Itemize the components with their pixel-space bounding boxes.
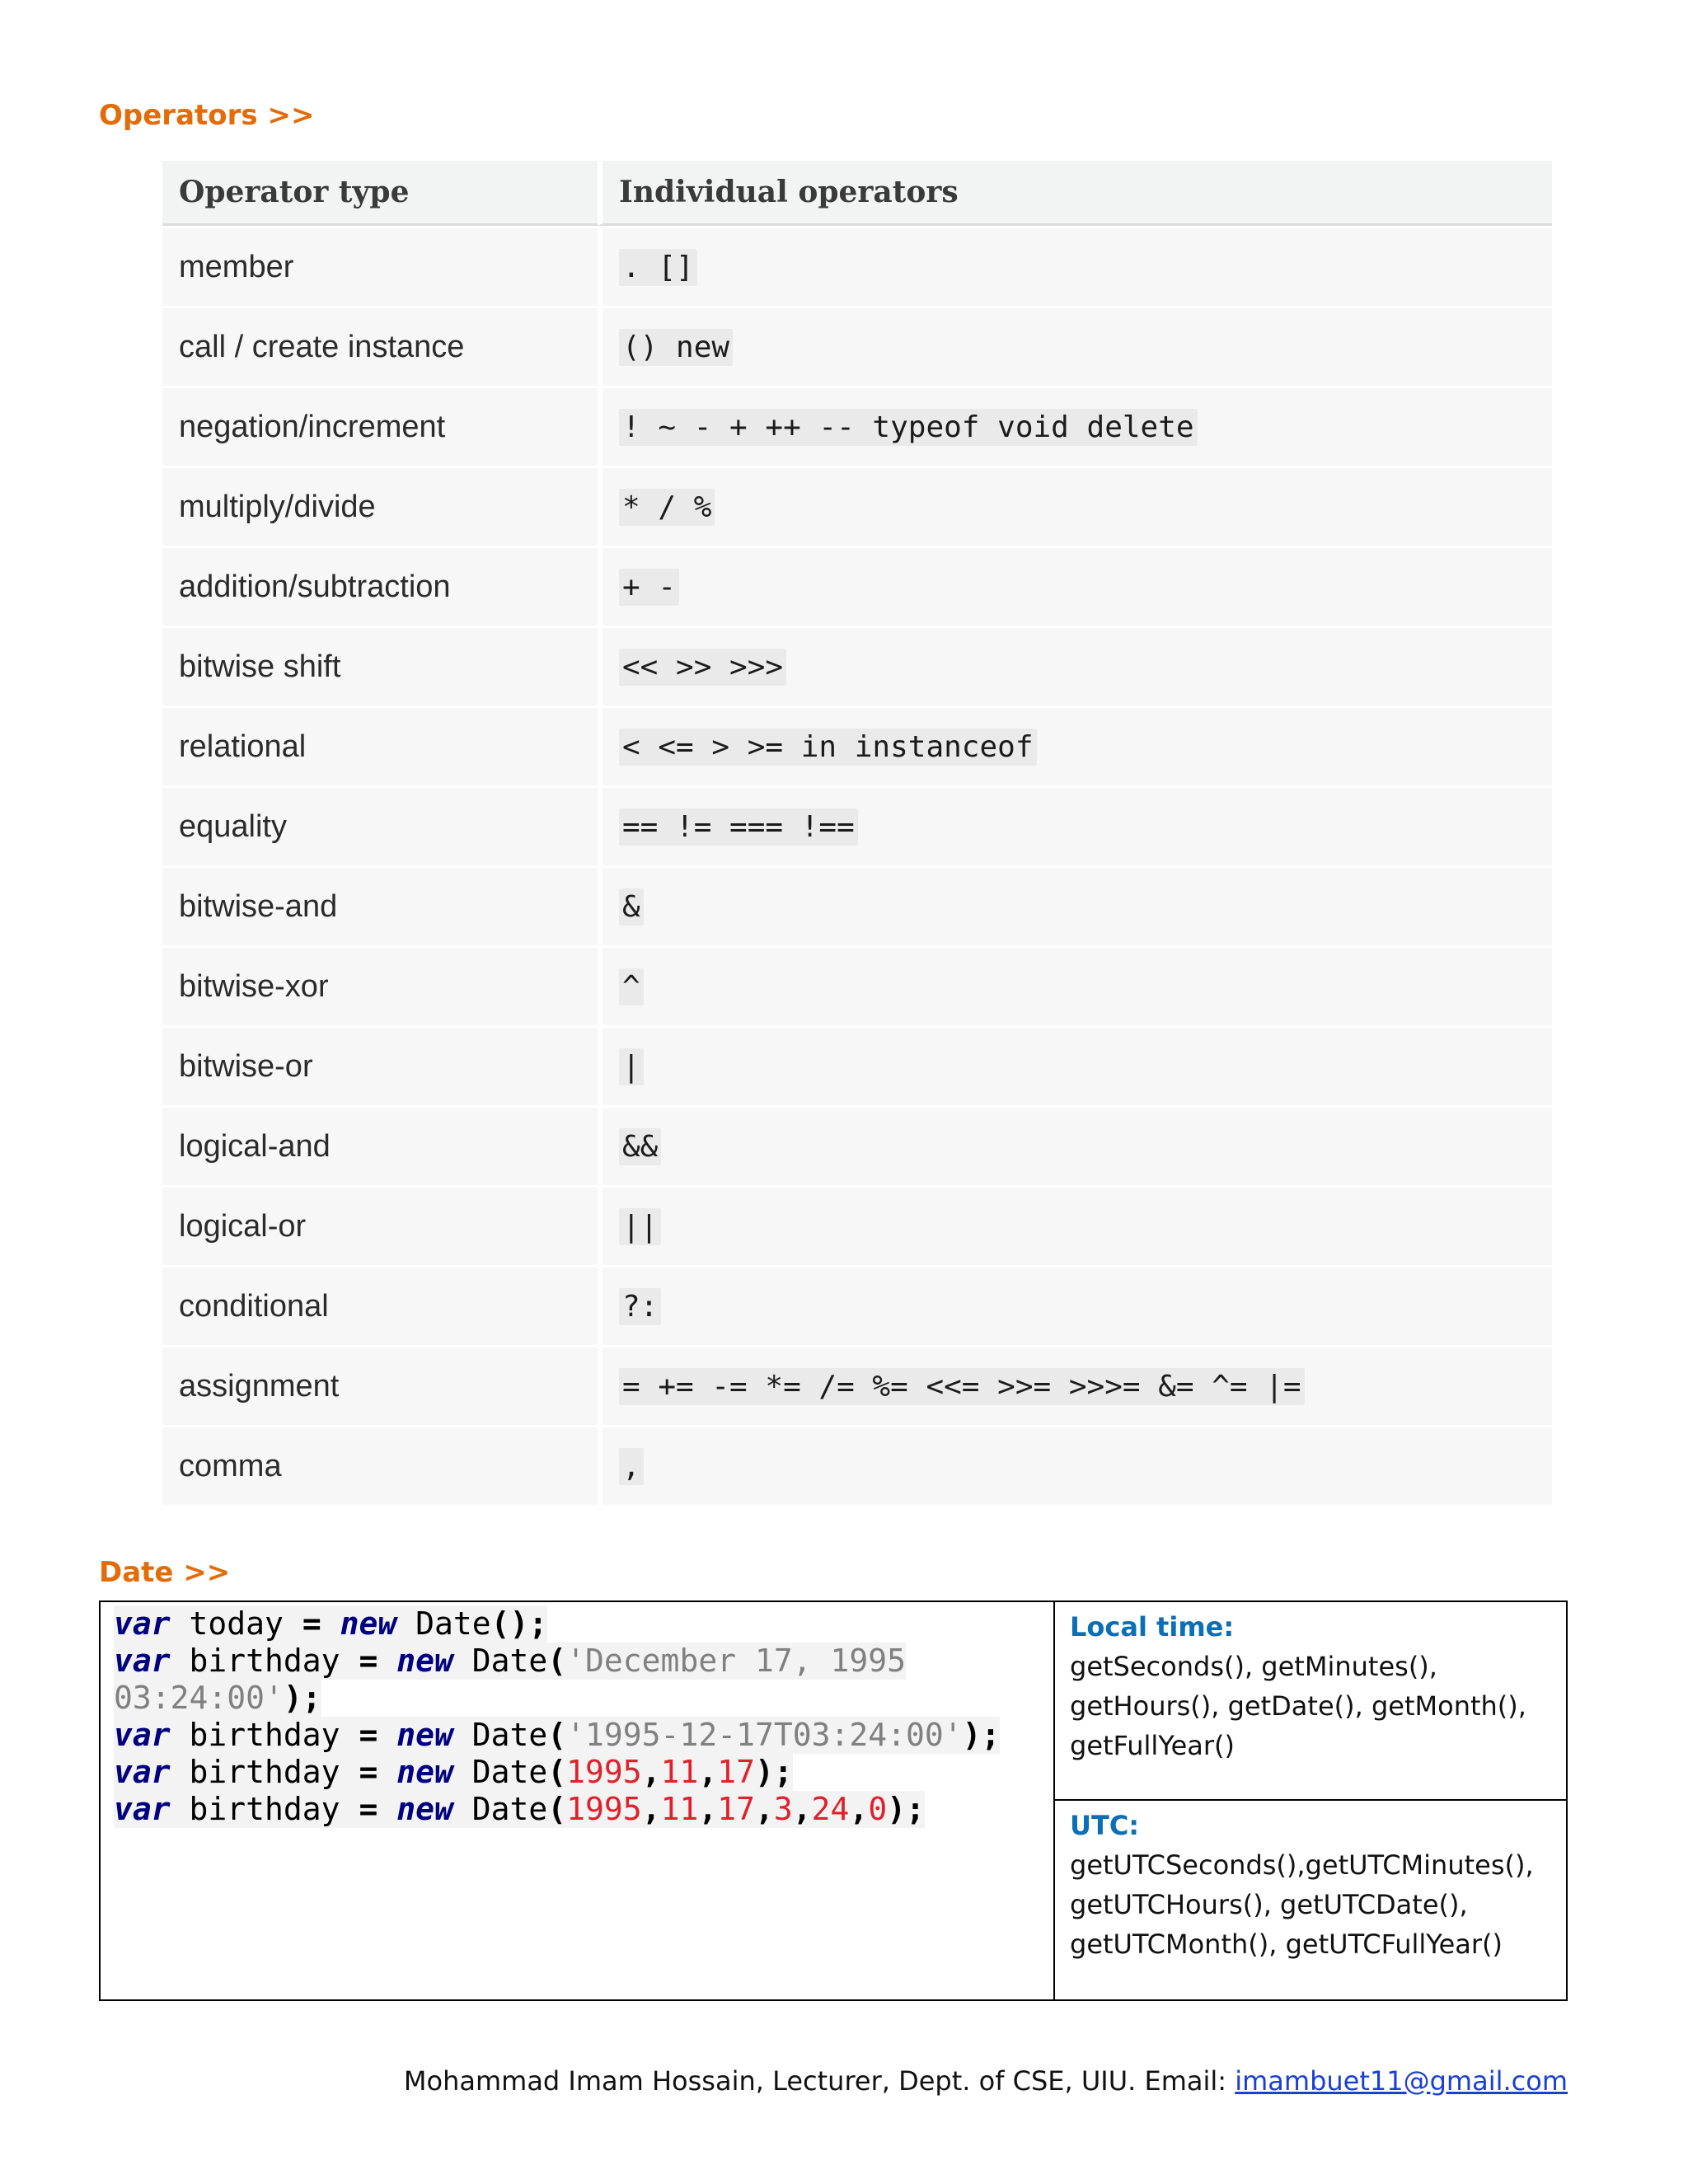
code-line: var birthday = new Date('1995-12-17T03:24:00'); [114,1717,1001,1753]
operator-type: logical-and [162,1108,598,1185]
operator-type: multiply/divide [162,468,598,546]
table-row [162,628,1552,705]
local-time-methods: getSeconds(), getMinutes(), getHours(), getDate(), getMonth(), getFullYear() [1070,1651,1526,1761]
footer-email-link[interactable]: imambuet11@gmail.com [1235,2065,1568,2097]
operator-code: ^ [619,968,644,1005]
operator-code: + - [619,569,679,606]
table-row [162,468,1552,546]
operator-code: << >> >>> [619,649,786,686]
utc-section [1055,1801,1566,1999]
operator-code: == != === !== [619,808,858,846]
operator-code: ! ~ - + ++ -- typeof void delete [619,409,1198,446]
operator-type: conditional [162,1268,598,1345]
operator-code: < <= > >= in instanceof [619,729,1037,766]
header-individual-operators: Individual operators [598,161,1552,226]
operator-type: addition/subtraction [162,548,598,626]
operators-heading: Operators >> [99,99,315,132]
operator-code: ?: [619,1288,661,1325]
operator-code: | [619,1048,644,1085]
table-row [162,388,1552,466]
utc-methods: getUTCSeconds(),getUTCMinutes(), getUTCHours(), getUTCDate(), getUTCMonth(), getUTCFullYear() [1070,1849,1534,1960]
table-row [162,1108,1552,1185]
local-time-section [1055,1602,1566,1801]
table-row [162,1188,1552,1265]
operator-type: relational [162,708,598,785]
table-row [162,788,1552,865]
table-row [162,1427,1552,1505]
table-row [162,1268,1552,1345]
footer-author: Mohammad Imam Hossain, Lecturer, Dept. of CSE, UIU. Email: [403,2065,1236,2097]
operator-code: = += -= *= /= %= <<= >>= >>>= &= ^= |= [619,1368,1305,1405]
table-row [162,1028,1552,1105]
operator-type: member [162,228,598,306]
operator-type: equality [162,788,598,865]
footer [404,2065,1568,2097]
operators-header-row [162,161,1552,226]
code-line: 03:24:00'); [114,1680,321,1716]
table-row [162,1347,1552,1425]
code-line: var birthday = new Date(1995,11,17,3,24,0); [114,1791,925,1827]
table-row [162,708,1552,785]
operator-type: negation/increment [162,388,598,466]
operator-type: logical-or [162,1188,598,1265]
operator-type: bitwise-xor [162,948,598,1025]
header-operator-type: Operator type [162,161,598,226]
code-line: var today = new Date(); [114,1605,548,1642]
operator-code: && [619,1128,661,1165]
table-row [162,548,1552,626]
operator-type: bitwise-or [162,1028,598,1105]
operator-code: () new [619,329,733,366]
code-line: var birthday = new Date(1995,11,17); [114,1754,793,1790]
date-code-block [101,1602,1055,1999]
utc-title: UTC: [1070,1810,1140,1841]
operator-type: bitwise shift [162,628,598,705]
operator-code: & [619,888,644,926]
operator-type: assignment [162,1347,598,1425]
code-line: var birthday = new Date('December 17, 1995 [114,1643,906,1679]
table-row [162,948,1552,1025]
operator-code: . [] [619,249,697,286]
operator-type: bitwise-and [162,868,598,945]
table-row [162,228,1552,306]
operator-code: , [619,1448,644,1485]
operators-table [162,158,1552,1507]
table-row [162,868,1552,945]
operator-type: comma [162,1427,598,1505]
operator-code: || [619,1208,661,1245]
date-heading: Date >> [99,1556,231,1589]
local-time-title: Local time: [1070,1611,1235,1643]
date-table [99,1601,1568,2001]
operator-code: * / % [619,489,715,526]
table-row [162,308,1552,386]
operator-type: call / create instance [162,308,598,386]
date-methods-cell [1055,1602,1566,1999]
